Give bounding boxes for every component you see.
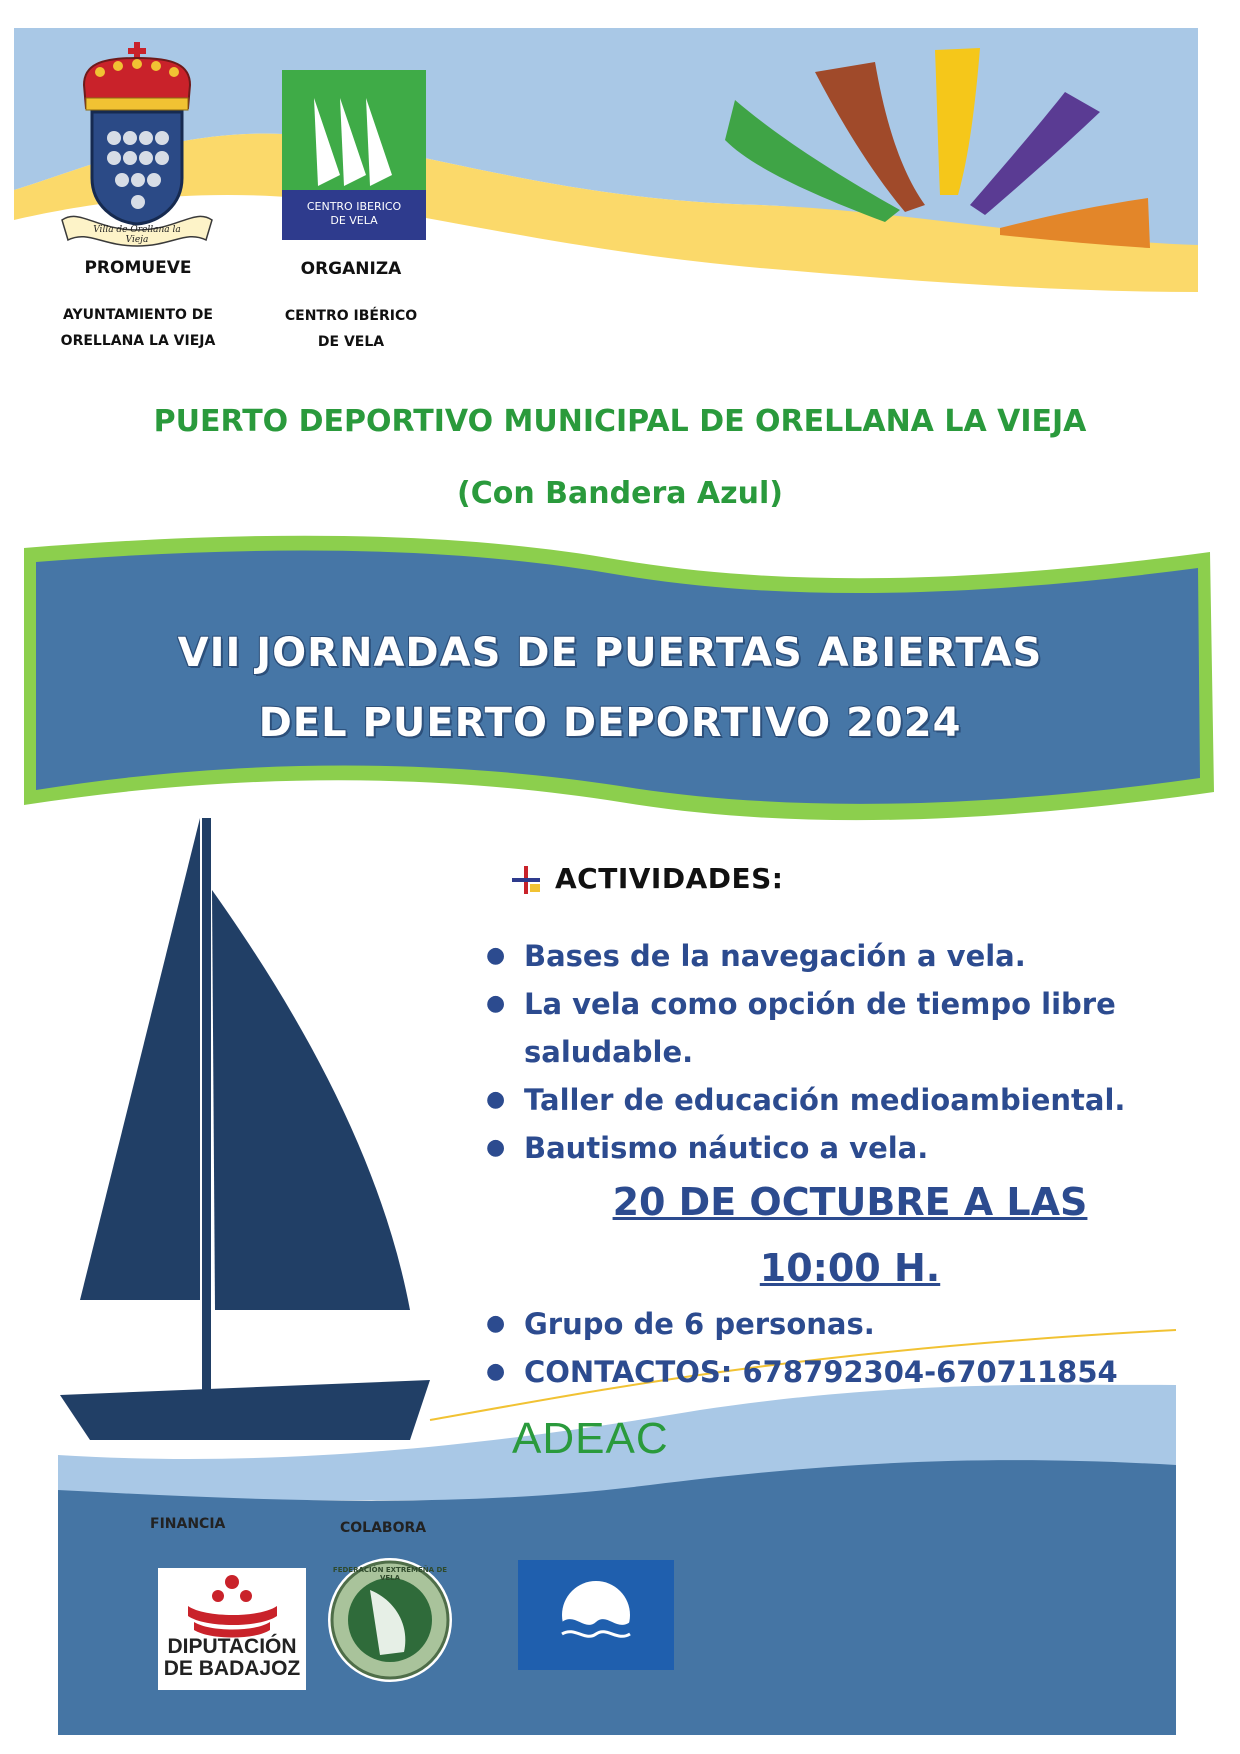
organiza-entity-line2: DE VELA [317,334,385,350]
list-item [480,980,1180,1076]
promueve-entity-line2: ORELLANA LA VIEJA [60,333,216,349]
list-item [480,1300,1180,1348]
main-subtitle: (Con Bandera Azul) [457,476,783,511]
activities-marker-icon [512,866,542,896]
activity-text: Bases de la navegación a vela. [524,939,1026,973]
activities-heading: ACTIVIDADES: [555,862,784,895]
diputacion-line1: DIPUTACIÓN [167,1635,297,1658]
diputacion-line2: DE BADAJOZ [163,1657,301,1680]
event-date: 20 DE OCTUBRE A LAS [612,1180,1088,1224]
main-title: PUERTO DEPORTIVO MUNICIPAL DE ORELLANA LA VIEJA [153,404,1087,439]
organiza-entity [256,303,446,355]
activity-text: Bautismo náutico a vela. [524,1131,929,1165]
adeac-logo: ADEAC [512,1414,669,1463]
bullet-icon: ● [486,1311,506,1336]
sailboat-illustration [60,818,430,1440]
organiza-label: ORGANIZA [300,259,402,279]
bullet-icon: ● [486,1359,506,1384]
organiza-entity-line1: CENTRO IBÉRICO [284,308,418,324]
crest-ribbon-text: Villa de Orellana la Vieja [93,225,181,245]
promueve-label: PROMUEVE [84,258,192,278]
event-time: 10:00 H. [759,1246,941,1290]
civ-logo-text [282,200,426,228]
colabora-label: COLABORA [340,1520,427,1536]
list-item [480,932,1180,980]
promueve-entity-line1: AYUNTAMIENTO DE [63,307,213,323]
activities-list [480,932,1180,1172]
bullet-icon: ● [486,1087,506,1112]
group-size-text: Grupo de 6 personas. [524,1307,875,1341]
bullet-icon: ● [486,1135,506,1160]
banner-line2: DEL PUERTO DEPORTIVO 2024 [258,700,962,746]
activity-text: Taller de educación medioambiental. [524,1083,1126,1117]
civ-logo-line1: CENTRO IBERICO [306,200,402,213]
list-item [480,1124,1180,1172]
blue-flag-logo [518,1560,674,1670]
diputacion-text [158,1636,306,1680]
activity-text: La vela como opción de tiempo libre saludable. [524,987,1116,1069]
contacts-text: CONTACTOS: 678792304-670711854 [524,1355,1118,1389]
bullet-icon: ● [486,943,506,968]
bullet-icon: ● [486,991,506,1016]
list-item [480,1076,1180,1124]
banner-line1: VII JORNADAS DE PUERTAS ABIERTAS [177,630,1043,676]
civ-logo-line2: DE VELA [330,214,378,227]
list-item [480,1348,1180,1396]
promueve-entity [28,302,248,354]
financia-label: FINANCIA [150,1516,226,1532]
federacion-seal-text: FEDERACIÓN EXTREMEÑA DE VELA [332,1566,448,1582]
extra-info-list [480,1300,1180,1396]
